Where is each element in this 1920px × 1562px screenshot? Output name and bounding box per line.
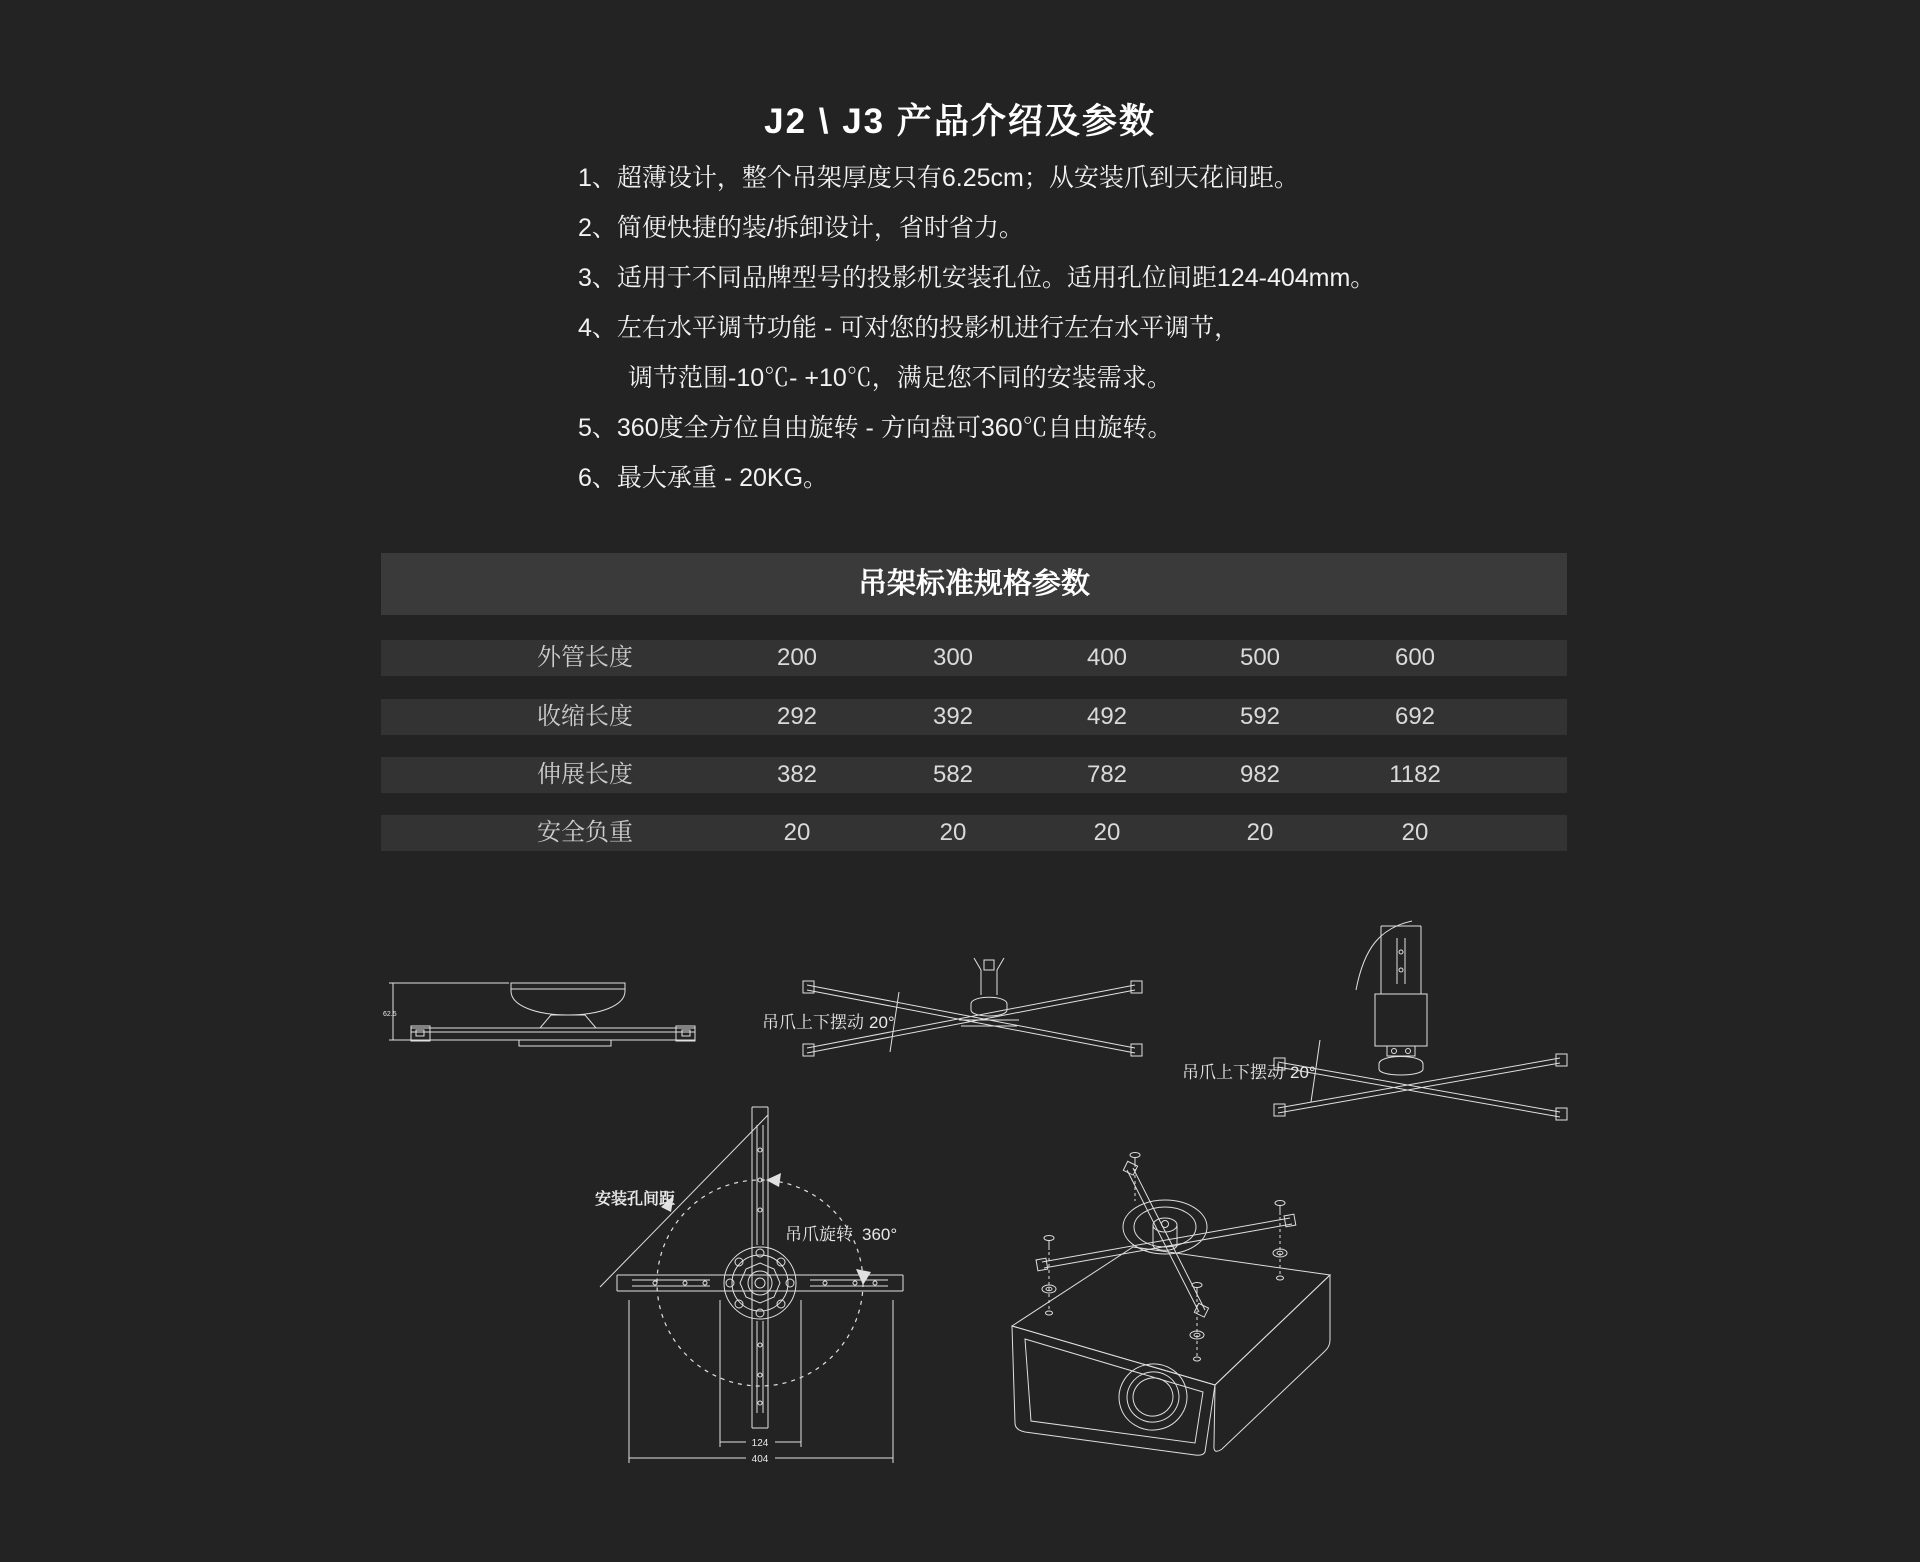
side-view-diagram: [383, 958, 723, 1058]
thickness-dim-label: 62.5: [383, 1011, 397, 1018]
row-value: 20: [1401, 819, 1429, 846]
feature-item: 4、左右水平调节功能 - 可对您的投影机进行左右水平调节，: [578, 314, 1240, 342]
rotate-label: 吊爪旋转: [785, 1225, 853, 1244]
row-value: 300: [932, 644, 974, 671]
row-value: 1182: [1389, 761, 1441, 788]
outer-dim-label: 404: [751, 1454, 769, 1465]
row-value: 400: [1086, 644, 1128, 671]
row-label: 伸展长度: [537, 761, 633, 788]
screw-icon: [1044, 1153, 1285, 1298]
row-value: 20: [783, 819, 811, 846]
page-title: J2 \ J3 产品介绍及参数: [764, 102, 1156, 141]
feature-item: 6、最大承重 - 20KG。: [578, 464, 829, 492]
rotation-diagram: [570, 1095, 920, 1480]
feature-list: [578, 153, 1375, 503]
row-value: 200: [776, 644, 818, 671]
row-value: 492: [1086, 703, 1128, 730]
swing-side-diagram: [1160, 918, 1600, 1123]
hole-spacing-label: 安装孔间距: [595, 1191, 676, 1208]
table-row-retracted-length: [381, 699, 1567, 735]
row-label: 外管长度: [537, 644, 633, 671]
row-value: 600: [1394, 644, 1436, 671]
feature-item: 2、简便快捷的装/拆卸设计，省时省力。: [578, 214, 1024, 242]
feature-item: 3、适用于不同品牌型号的投影机安装孔位。适用孔位间距124-404mm。: [578, 264, 1376, 292]
row-label: 收缩长度: [537, 703, 633, 730]
row-value: 20: [1093, 819, 1121, 846]
row-value: 392: [932, 703, 974, 730]
feature-item: 1、超薄设计，整个吊架厚度只有6.25cm；从安装爪到天花间距。: [578, 164, 1299, 192]
feature-item: 5、360度全方位自由旋转 - 方向盘可360℃自由旋转。: [578, 414, 1173, 442]
row-value: 582: [932, 761, 974, 788]
swing-side-angle: 20°: [1290, 1063, 1316, 1082]
row-value: 20: [1246, 819, 1274, 846]
swing-front-angle: 20°: [869, 1013, 895, 1032]
row-value: 292: [776, 703, 818, 730]
row-value: 20: [939, 819, 967, 846]
table-row-safe-load: [381, 815, 1567, 851]
row-value: 692: [1394, 703, 1436, 730]
row-value: 382: [776, 761, 818, 788]
projector-exploded-diagram: [985, 1135, 1395, 1465]
swing-front-diagram: [745, 940, 1145, 1080]
swing-front-label: 吊爪上下摆动: [762, 1013, 864, 1032]
table-row-outer-tube-length: [381, 640, 1567, 676]
spec-table-title: 吊架标准规格参数: [381, 553, 1567, 615]
row-value: 500: [1239, 644, 1281, 671]
row-label: 安全负重: [537, 819, 633, 846]
row-value: 592: [1239, 703, 1281, 730]
swing-side-label: 吊爪上下摆动: [1182, 1063, 1284, 1082]
row-value: 982: [1239, 761, 1281, 788]
row-value: 782: [1086, 761, 1128, 788]
feature-item-continuation: 调节范围-10℃- +10℃，满足您不同的安装需求。: [628, 364, 1172, 392]
table-row-extended-length: [381, 757, 1567, 793]
inner-dim-label: 124: [751, 1438, 769, 1449]
rotate-angle: 360°: [862, 1225, 898, 1244]
